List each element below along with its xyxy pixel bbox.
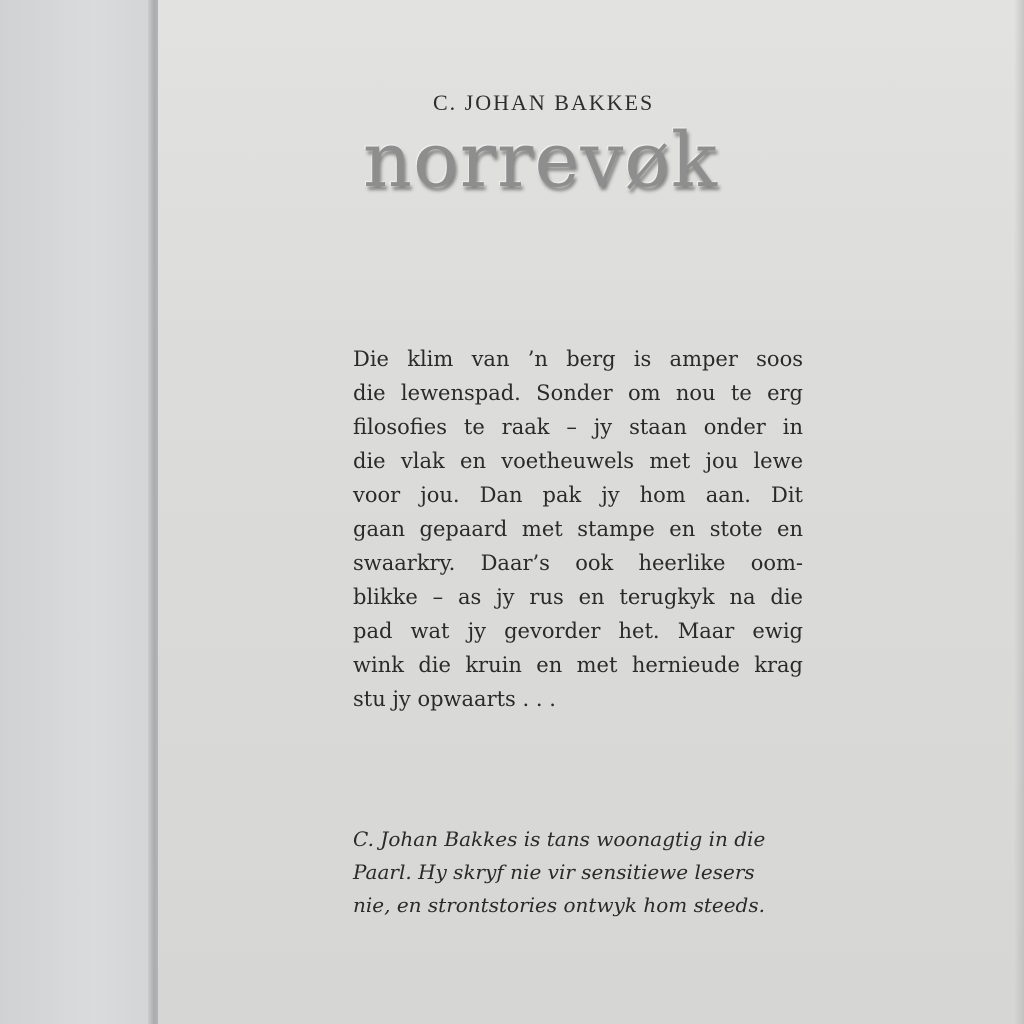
blurb-line: voor jou. Dan pak jy hom aan. Dit	[353, 483, 803, 507]
blurb-line: gaan gepaard met stampe en stote en	[353, 517, 803, 541]
left-flyleaf	[0, 0, 156, 1024]
title-page	[158, 0, 1024, 1024]
blurb-line: die vlak en voetheuwels met jou lewe	[353, 449, 803, 473]
blurb-line: stu jy opwaarts . . .	[353, 687, 556, 711]
book-title: norrevøk	[363, 115, 719, 204]
blurb-line: swaarkry. Daar’s ook heerlike oom-	[353, 551, 803, 575]
bio-line: nie, en strontstories ontwyk hom steeds.	[353, 893, 765, 917]
bio-line: Paarl. Hy skryf nie vir sensitiewe lesers	[353, 860, 755, 884]
page-edge	[1014, 0, 1024, 1024]
author-name: C. JOHAN BAKKES	[433, 90, 655, 115]
blurb-line: filosofies te raak – jy staan onder in	[353, 415, 803, 439]
author-bio	[353, 823, 803, 922]
blurb-line: Die klim van ’n berg is amper soos	[353, 347, 803, 371]
blurb-paragraph	[353, 342, 803, 716]
blurb-line: die lewenspad. Sonder om nou te erg	[353, 381, 803, 405]
blurb-line: pad wat jy gevorder het. Maar ewig	[353, 619, 803, 643]
blurb-line: blikke – as jy rus en terugkyk na die	[353, 585, 803, 609]
bio-line: C. Johan Bakkes is tans woonagtig in die	[353, 827, 766, 851]
blurb-line: wink die kruin en met hernieude krag	[353, 653, 803, 677]
